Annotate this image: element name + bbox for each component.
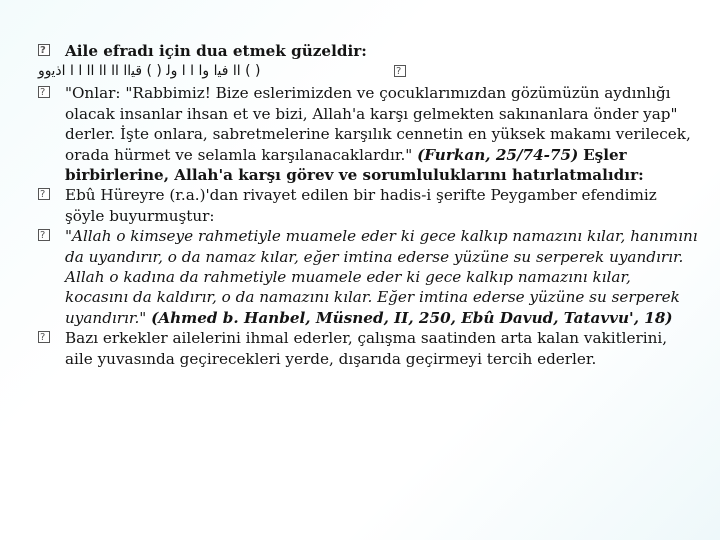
verse-translation-paragraph [38, 83, 698, 185]
missing-glyph-icon [38, 229, 50, 241]
verse-translation-text: "Onlar: "Rabbimiz! Bize eslerimizden ve çocuklarımızdan gözümüzün aydınlığı olacak insanlar ihsan et ve bizi, Allah'a karşı gelmekten sakınanlara önder yap" derler. İşte onlara, sabretmelerine karşılık cennetin en yüksek makamı verilecek, orada hürmet ve selamla karşılanacaklardır." [65, 84, 691, 164]
verse-source: (Furkan, 25/74-75) [417, 145, 579, 164]
missing-glyph-icon [38, 86, 50, 98]
hadith-intro-text: Ebû Hüreyre (r.a.)'dan rivayet edilen bir hadis-i şerifte Peygamber efendimiz şöyle buyurmuştur: [65, 186, 657, 225]
arabic-verse-text: ( ) ﺍﺍ ﻓﻴﺍ ﻭﺍ ﺍ ﺍ ﻭﻟ ( ) ﻗﻴﺍﺍ ﺍﺍ ﺍﺍ ﺍﺍ ﺍ ﺍ ﺍﺫﻳﻭﻭ [38, 63, 261, 80]
hadith-text: "Allah o kimseye rahmetiyle muamele eder ki gece kalkıp namazını kılar, hanımını da uyandırır, o da namaz kılar, eğer imtina ederse yüzüne su serperek uyandırır. Allah o kadına da rahmetiyle muamele eder ki gece kalkıp namazını kılar, kocasını da kaldırır, o da namazını kılar. Eğer imtina ederse yüzüne su serperek uyandırır." [65, 227, 698, 327]
spouses-reminder-text: Eşler birbirlerine, Allah'a karşı görev ve sorumluluklarını hatırlatmalıdır: [65, 145, 644, 185]
missing-glyph-icon [394, 65, 406, 77]
missing-glyph-icon [38, 44, 50, 56]
missing-glyph-icon [38, 188, 50, 200]
arabic-verse-line [38, 61, 698, 83]
closing-text: Bazı erkekler ailelerini ihmal ederler, çalışma saatinden arta kalan vakitlerini, aile yuvasında geçirecekleri yerde, dışarıda geçirmeyi tercih ederler. [65, 329, 668, 368]
hadith-paragraph [38, 226, 698, 328]
missing-glyph-icon [38, 331, 50, 343]
slide-content [38, 41, 698, 369]
hadith-source: (Ahmed b. Hanbel, Müsned, II, 250, Ebû Davud, Tatavvu', 18) [151, 308, 673, 327]
hadith-intro-paragraph [38, 185, 698, 226]
closing-paragraph [38, 328, 698, 369]
heading-text: Aile efradı için dua etmek güzeldir: [65, 42, 367, 60]
heading-paragraph [38, 41, 698, 61]
